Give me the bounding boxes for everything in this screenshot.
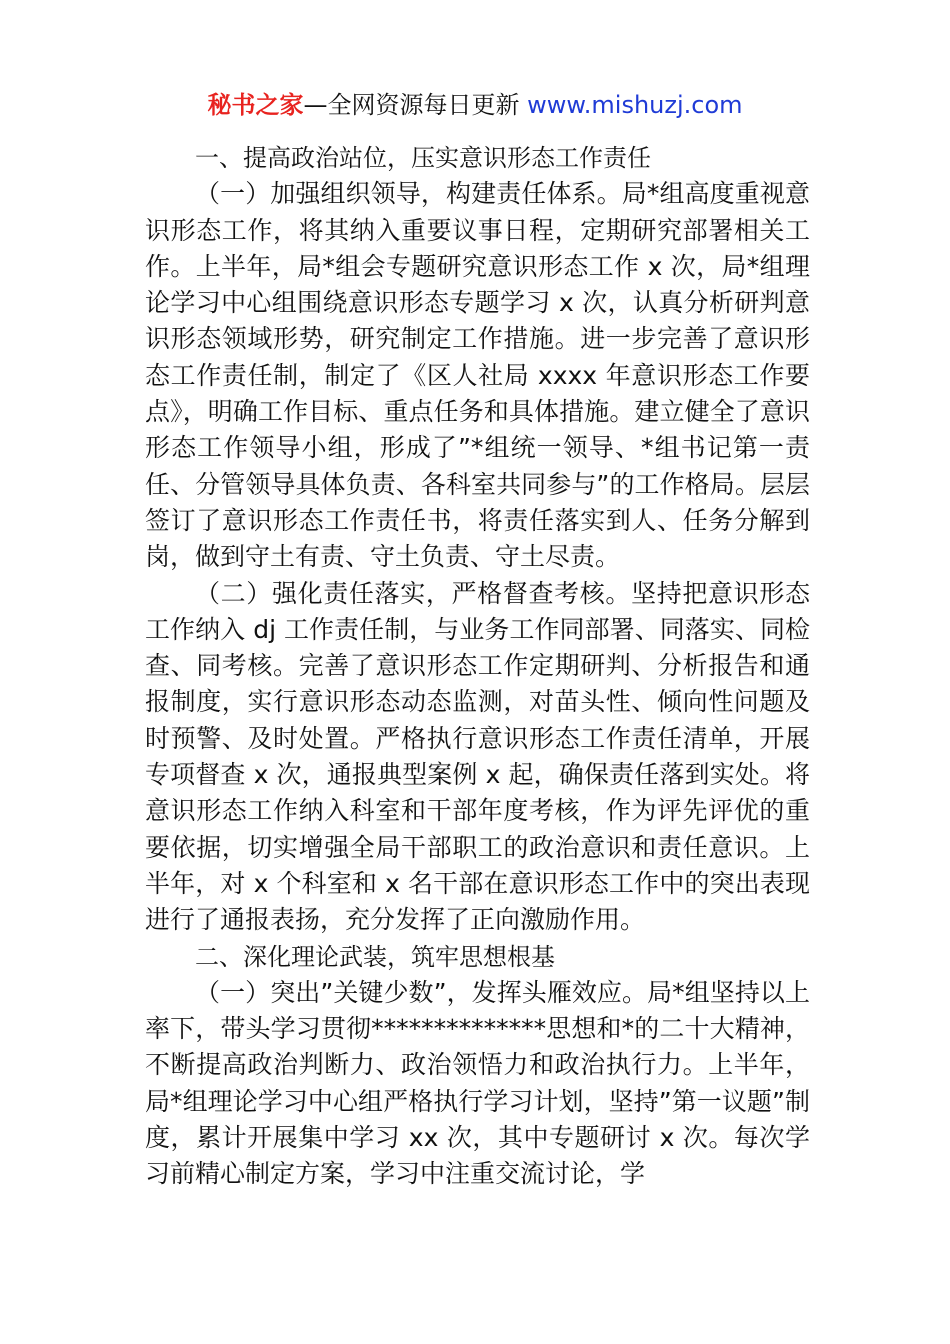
- section-heading-1: 一、提高政治站位，压实意识形态工作责任: [195, 144, 651, 172]
- paragraph-3: （一）突出”关键少数”，发挥头雁效应。局*组坚持以上率下，带头学习贯彻**************思想和*的二十大精神，不断提高政治判断力、政治领悟力和政治执行力。上半年，局*组理论学习中心组严格执行学习计划，坚持”第一议题”制度，累计开展集中学习 xx 次，其中专题研讨 x 次。每次学习前精心制定方案，学习中注重交流讨论，学: [145, 977, 810, 1189]
- watermark-header: [0, 88, 950, 122]
- header-tagline: —全网资源每日更新: [303, 91, 528, 119]
- site-url-link[interactable]: www.mishuzj.com: [527, 91, 743, 119]
- brand-name: 秘书之家: [207, 91, 304, 119]
- paragraph-1: （一）加强组织领导，构建责任体系。局*组高度重视意识形态工作，将其纳入重要议事日程，定期研究部署相关工作。上半年，局*组会专题研究意识形态工作 x 次，局*组理论学习中心组围绕意识形态专题学习 x 次，认真分析研判意识形态领域形势，研究制定工作措施。进一步完善了意识形态工作责任制，制定了《区人社局 xxxx 年意识形态工作要点》，明确工作目标、重点任务和具体措施。建立健全了意识形态工作领导小组，形成了”*组统一领导、*组书记第一责任、分管领导具体负责、各科室共同参与”的工作格局。层层签订了意识形态工作责任书，将责任落实到人、任务分解到岗，做到守土有责、守土负责、守土尽责。: [145, 179, 810, 572]
- section-heading-2: 二、深化理论武装，筑牢思想根基: [195, 942, 555, 971]
- paragraph-2: （二）强化责任落实，严格督查考核。坚持把意识形态工作纳入 dj 工作责任制，与业务工作同部署、同落实、同检查、同考核。完善了意识形态工作定期研判、分析报告和通报制度，实行意识形态动态监测，对苗头性、倾向性问题及时预警、及时处置。严格执行意识形态工作责任清单，开展专项督查 x 次，通报典型案例 x 起，确保责任落到实处。将意识形态工作纳入科室和干部年度考核，作为评先评优的重要依据，切实增强全局干部职工的政治意识和责任意识。上半年，对 x 个科室和 x 名干部在意识形态工作中的突出表现进行了通报表扬，充分发挥了正向激励作用。: [145, 578, 810, 935]
- document-body: [145, 140, 810, 1193]
